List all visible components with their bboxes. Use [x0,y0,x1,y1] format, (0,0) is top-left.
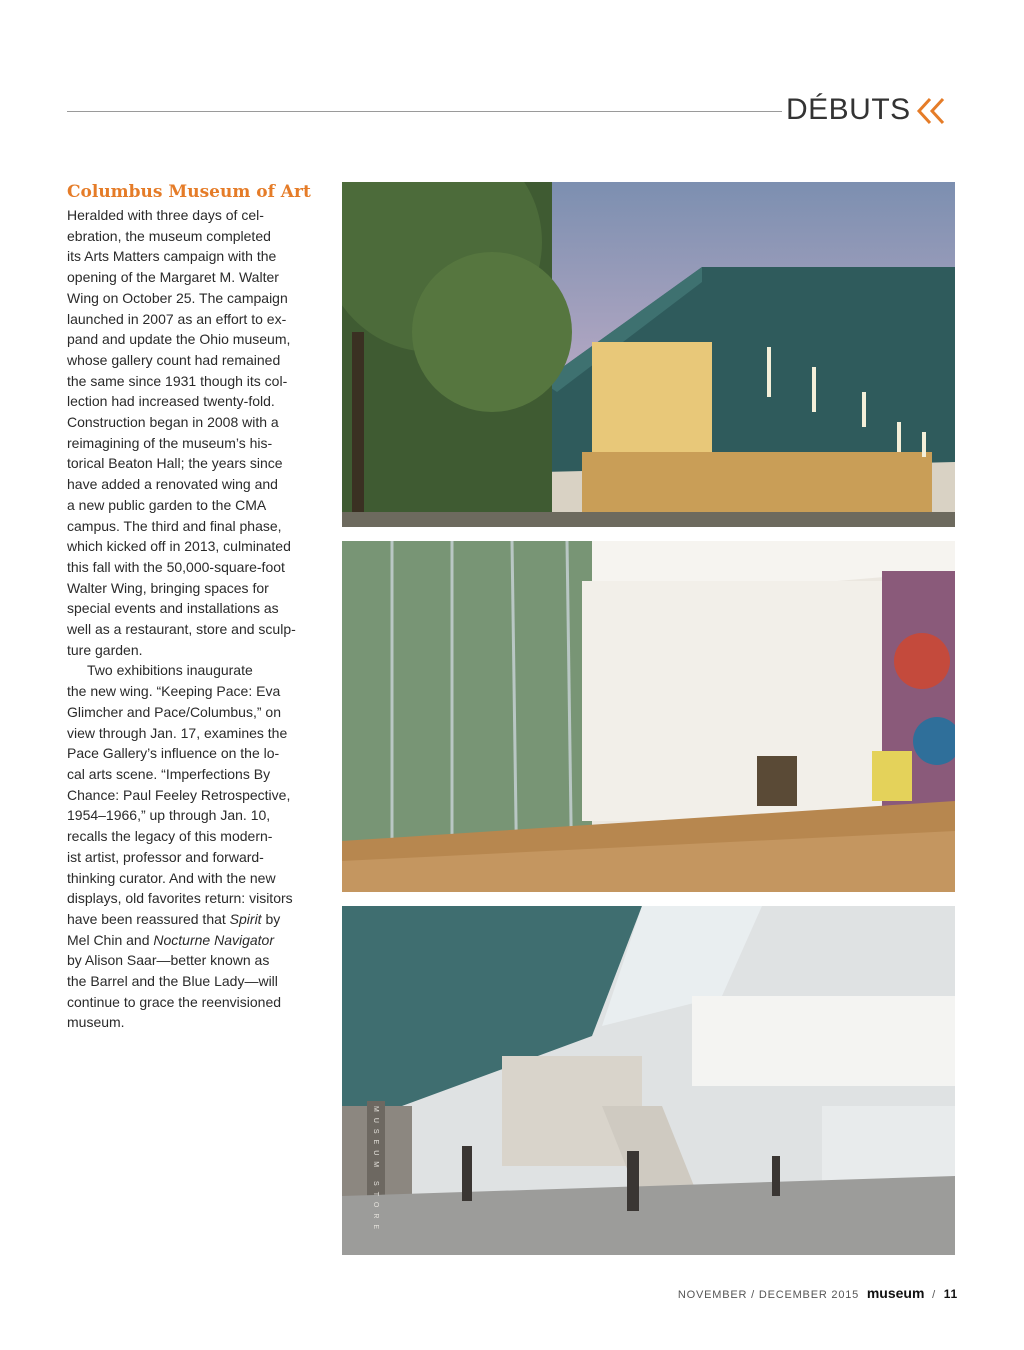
body-line: opening of the Margaret M. Walter [67,269,279,286]
body-line: special events and installations as [67,600,279,617]
body-line: continue to grace the reenvisioned [67,993,282,1010]
body-line: Walter Wing, bringing spaces for [67,579,269,596]
section-title: DÉBUTS [786,93,911,126]
body-line [67,909,312,930]
body-line: pand and update the Ohio museum, [67,331,291,348]
photo-exterior [342,182,955,527]
body-line: Pace Gallery’s influence on the lo- [67,745,280,762]
body-line: the same since 1931 though its col- [67,372,288,389]
article-headline: Columbus Museum of Art [67,182,311,202]
body-line: Two exhibitions inaugurate [87,662,253,679]
body-line: which kicked off in 2013, culminated [67,538,291,555]
body-line: Construction began in 2008 with a [67,414,279,431]
body-line: launched in 2007 as an effort to ex- [67,310,287,327]
body-line: Heralded with three days of cel- [67,207,264,223]
magazine-name: museum [866,1285,925,1301]
double-chevron-left-icon [914,96,948,126]
museum-store-sign: MUSEUM STORE [372,1106,379,1236]
body-line: recalls the legacy of this modern- [67,828,273,845]
page-footer [678,1284,958,1304]
body-line: ist artist, professor and forward- [67,848,264,865]
body-line: cal arts scene. “Imperfections By [67,765,271,782]
body-line: Chance: Paul Feeley Retrospective, [67,786,291,803]
article-body [67,205,312,1033]
body-line-text: have been reassured that [67,910,230,927]
photo-interior-gallery [342,541,955,892]
body-line: campus. The third and final phase, [67,517,282,534]
issue-date: NOVEMBER / DECEMBER 2015 [677,1289,860,1301]
header-rule [67,111,782,112]
body-line: have added a renovated wing and [67,476,278,493]
body-line: museum. [67,1014,125,1031]
body-line: well as a restaurant, store and sculp- [67,621,296,638]
body-line: its Arts Matters campaign with the [67,248,277,265]
body-line: thinking curator. And with the new [67,869,276,886]
photo-atrium [342,906,955,1255]
body-line: displays, old favorites return: visitors [67,890,293,907]
body-line: whose gallery count had remained [67,351,281,368]
body-line: lection had increased twenty-fold. [67,393,275,410]
body-line: ture garden. [67,641,143,658]
artwork-title-nocturne: Nocturne Navigator [153,931,275,948]
body-line: reimagining of the museum’s his- [67,434,273,451]
body-line: torical Beaton Hall; the years since [67,455,283,472]
body-line-text: Mel Chin and [67,931,154,948]
body-line: 1954–1966,” up through Jan. 10, [67,807,271,824]
body-line: the Barrel and the Blue Lady—will [67,973,278,990]
body-line: Glimcher and Pace/Columbus,” on [67,703,281,720]
body-line: this fall with the 50,000-square-foot [67,558,285,575]
body-line-text: by [261,910,281,927]
page-number: 11 [943,1287,958,1301]
body-line: ebration, the museum completed [67,227,271,244]
body-line: the new wing. “Keeping Pace: Eva [67,683,281,700]
body-line: a new public garden to the CMA [67,496,267,513]
body-line [67,930,312,951]
body-line: Wing on October 25. The campaign [67,289,288,306]
footer-separator: / [932,1289,936,1301]
body-line: by Alison Saar—better known as [67,952,270,969]
body-line: view through Jan. 17, examines the [67,724,288,741]
artwork-title-spirit: Spirit [229,910,262,927]
